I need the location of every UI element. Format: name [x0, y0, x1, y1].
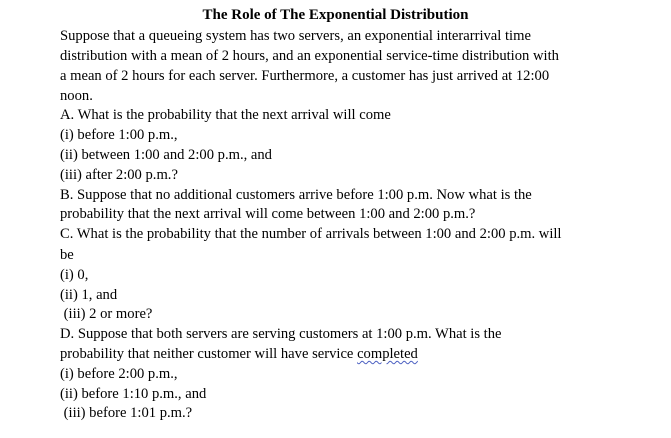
question-b-line-2: probability that the next arrival will come between 1:00 and 2:00 p.m.?: [60, 206, 476, 222]
document-title: The Role of The Exponential Distribution: [202, 7, 469, 23]
question-c-item-i: (i) 0,: [60, 267, 89, 283]
question-d-item-iii: (iii) before 1:01 p.m.?: [60, 405, 193, 421]
question-d-item-ii: (ii) before 1:10 p.m., and: [60, 386, 207, 402]
question-c-line-2: be: [60, 247, 74, 263]
question-a-stem: A. What is the probability that the next arrival will come: [60, 107, 391, 123]
question-c-item-iii: (iii) 2 or more?: [60, 306, 153, 322]
intro-line-2: distribution with a mean of 2 hours, and an exponential service-time distribution with: [60, 48, 559, 64]
question-a-item-ii: (ii) between 1:00 and 2:00 p.m., and: [60, 147, 272, 163]
intro-line-4: noon.: [60, 88, 93, 104]
question-a-item-iii: (iii) after 2:00 p.m.?: [60, 167, 178, 183]
question-c-line-1: C. What is the probability that the number of arrivals between 1:00 and 2:00 p.m. will: [60, 226, 562, 242]
question-a-item-i: (i) before 1:00 p.m.,: [60, 127, 178, 143]
question-d-line-2: [60, 344, 418, 364]
question-d-item-i: (i) before 2:00 p.m.,: [60, 366, 178, 382]
intro-line-1: Suppose that a queueing system has two servers, an exponential interarrival time: [60, 28, 531, 44]
question-d-line-2-text: probability that neither customer will have service: [60, 346, 358, 362]
question-c-item-ii: (ii) 1, and: [60, 287, 118, 303]
intro-line-3: a mean of 2 hours for each server. Furthermore, a customer has just arrived at 12:00: [60, 68, 550, 84]
question-b-line-1: B. Suppose that no additional customers arrive before 1:00 p.m. Now what is the: [60, 187, 532, 203]
spellcheck-underlined-word: completed: [357, 346, 418, 362]
question-d-line-1: D. Suppose that both servers are serving customers at 1:00 p.m. What is the: [60, 326, 502, 342]
